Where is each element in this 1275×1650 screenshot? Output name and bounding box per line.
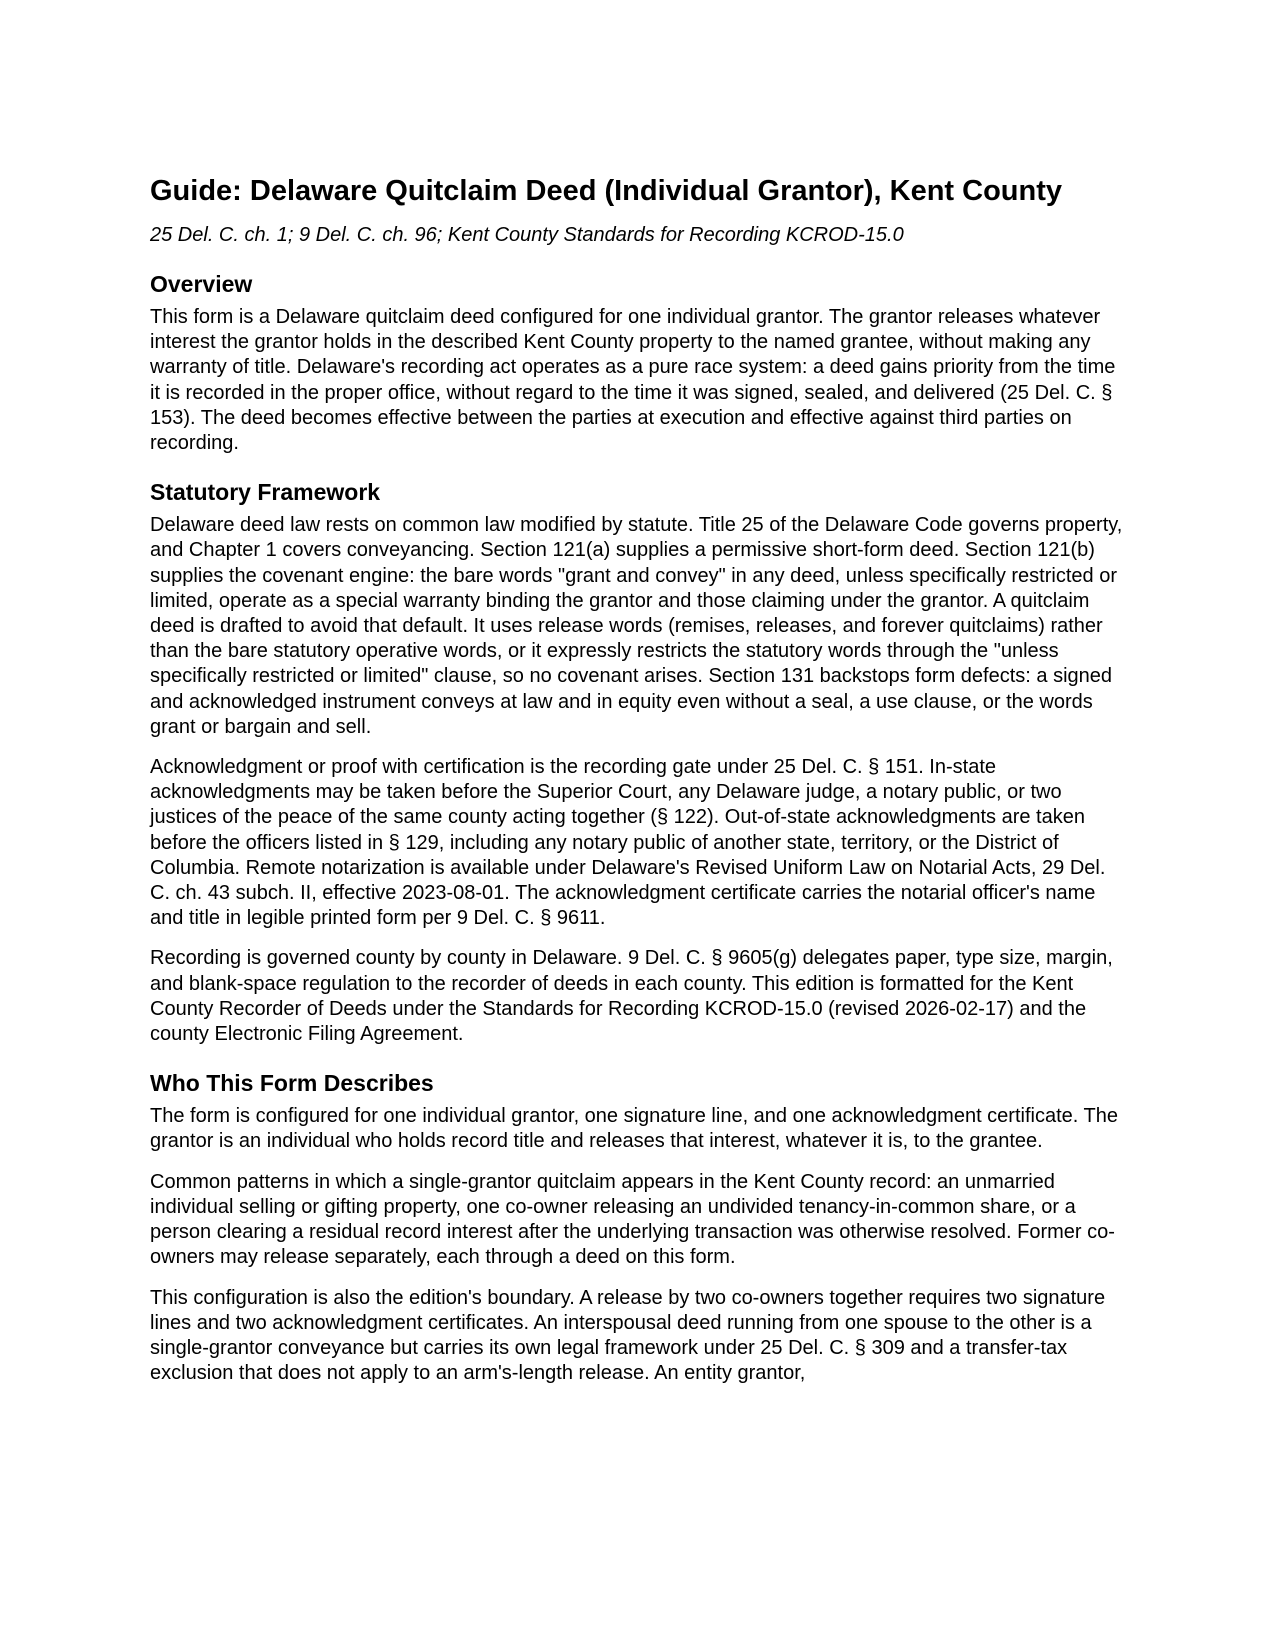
document-page bbox=[150, 173, 1130, 1401]
document-citation-subtitle: 25 Del. C. ch. 1; 9 Del. C. ch. 96; Kent County Standards for Recording KCROD-15.0 bbox=[150, 224, 904, 246]
section-overview bbox=[150, 270, 1130, 456]
paragraph: Acknowledgment or proof with certification is the recording gate under 25 Del. C. § 151. In-state acknowledgments may be taken before the Superior Court, any Delaware judge, a notary public, or two justices of the peace of the same county acting together (§ 122). Out-of-state acknowledgments are taken before the officers listed in § 129, including any notary public of another state, territory, or the District of Columbia. Remote notarization is available under Delaware's Revised Uniform Law on Notarial Acts, 29 Del. C. ch. 43 subch. II, effective 2023-08-01. The acknowledgment certificate carries the notarial officer's name and title in legible printed form per 9 Del. C. § 9611. bbox=[150, 756, 1106, 930]
paragraph: This form is a Delaware quitclaim deed configured for one individual grantor. The grantor releases whatever interest the grantor holds in the described Kent County property to the named grantee, without making any warranty of title. Delaware's recording act operates as a pure race system: a deed gains priority from the time it is recorded in the proper office, without regard to the time it was signed, sealed, and delivered (25 Del. C. § 153). The deed becomes effective between the parties at execution and effective against third parties on recording. bbox=[150, 306, 1116, 455]
section-who-this-form-describes bbox=[150, 1069, 1130, 1386]
section-heading: Statutory Framework bbox=[150, 479, 381, 506]
paragraph: This configuration is also the edition's boundary. A release by two co-owners together requires two signature lines and two acknowledgment certificates. An interspousal deed running from one spouse to the other is a single-grantor conveyance but carries its own legal framework under 25 Del. C. § 309 and a transfer-tax exclusion that does not apply to an arm's-length release. An entity grantor, bbox=[150, 1286, 1106, 1385]
paragraph: Delaware deed law rests on common law modified by statute. Title 25 of the Delaware Code governs property, and Chapter 1 covers conveyancing. Section 121(a) supplies a permissive short-form deed. Section 121(b) supplies the covenant engine: the bare words "grant and convey" in any deed, unless specifically restricted or limited, operate as a special warranty binding the grantor and those claiming under the grantor. A quitclaim deed is drafted to avoid that default. It uses release words (remises, releases, and forever quitclaims) rather than the bare statutory operative words, or it expressly restricts the statutory words through the "unless specifically restricted or limited" clause, so no covenant arises. Section 131 backstops form defects: a signed and acknowledged instrument conveys at law and in equity even without a seal, a use clause, or the words grant or bargain and sell. bbox=[150, 514, 1123, 738]
section-heading: Overview bbox=[150, 271, 253, 297]
section-heading: Who This Form Describes bbox=[150, 1070, 434, 1097]
section-statutory-framework bbox=[150, 478, 1130, 1047]
paragraph: Common patterns in which a single-grantor quitclaim appears in the Kent County record: an unmarried individual selling or gifting property, one co-owner releasing an undivided tenancy-in-common share, or a person clearing a residual record interest after the underlying transaction was otherwise resolved. Former co-owners may release separately, each through a deed on this form. bbox=[150, 1170, 1115, 1269]
paragraph: Recording is governed county by county in Delaware. 9 Del. C. § 9605(g) delegates paper, type size, margin, and blank-space regulation to the recorder of deeds in each county. This edition is formatted for the Kent County Recorder of Deeds under the Standards for Recording KCROD-15.0 (revised 2026-02-17) and the county Electronic Filing Agreement. bbox=[150, 947, 1113, 1046]
document-title: Guide: Delaware Quitclaim Deed (Individual Grantor), Kent County bbox=[150, 175, 1063, 207]
paragraph: The form is configured for one individual grantor, one signature line, and one acknowledgment certificate. The grantor is an individual who holds record title and releases that interest, whatever it is, to the grantee. bbox=[150, 1105, 1118, 1153]
